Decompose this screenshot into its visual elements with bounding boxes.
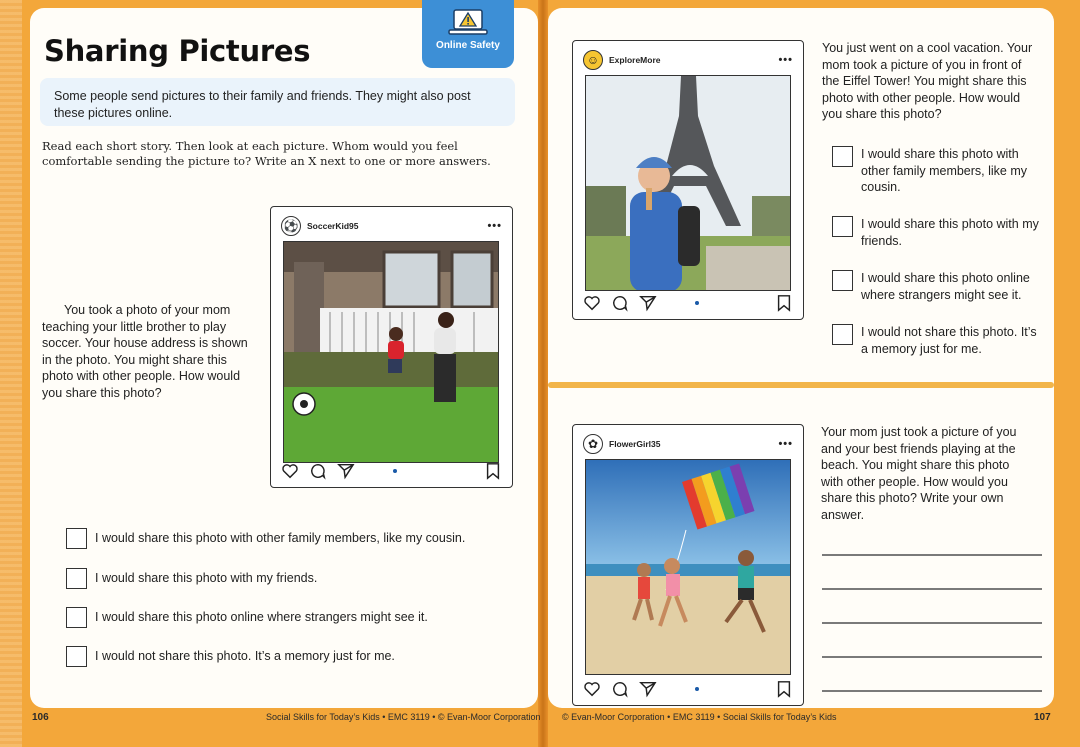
- post-soccer: [270, 206, 513, 488]
- option-label: I would not share this photo. It’s a memory just for me.: [95, 649, 395, 663]
- checkbox[interactable]: [66, 528, 87, 549]
- section-divider: [548, 382, 1054, 388]
- post-header: [281, 215, 502, 237]
- photo-eiffel: [585, 75, 791, 291]
- instructions: Read each short story. Then look at each picture. Whom would you feel comfortable sending the picture to? Write an X next to one or more answers.: [42, 139, 491, 168]
- heart-icon[interactable]: [583, 680, 601, 698]
- smiley-avatar-icon: ☺: [583, 50, 603, 70]
- option-right-2: [832, 216, 1042, 249]
- answer-line-3[interactable]: [822, 622, 1042, 624]
- photo-soccer: [283, 241, 499, 463]
- intro-box: [40, 78, 515, 126]
- post-header: [583, 49, 793, 71]
- post-eiffel: [572, 40, 804, 320]
- post-actions: [583, 679, 793, 699]
- bookmark-icon[interactable]: [775, 680, 793, 698]
- post-username: ExploreMore: [609, 55, 661, 65]
- online-safety-badge: [422, 0, 514, 68]
- carousel-dot: [393, 469, 397, 473]
- option-label: I would share this photo with my friends.: [861, 217, 1039, 248]
- answer-line-2[interactable]: [822, 588, 1042, 590]
- checkbox[interactable]: [66, 646, 87, 667]
- option-right-1: [832, 146, 1042, 196]
- option-right-4: [832, 324, 1042, 357]
- footer-right: © Evan-Moor Corporation • EMC 3119 • Social Skills for Today’s Kids: [562, 712, 837, 722]
- option-right-3: [832, 270, 1042, 303]
- warning-laptop-icon: [447, 8, 489, 38]
- share-icon[interactable]: [639, 294, 657, 312]
- bookmark-icon[interactable]: [775, 294, 793, 312]
- page-binding: [0, 0, 22, 747]
- comment-icon[interactable]: [309, 462, 327, 480]
- option-left-2: [66, 570, 526, 589]
- post-header: [583, 433, 793, 455]
- page-number-left: 106: [32, 712, 49, 723]
- carousel-dot: [695, 301, 699, 305]
- soccer-ball-avatar-icon: ⚽: [281, 216, 301, 236]
- comment-icon[interactable]: [611, 680, 629, 698]
- intro-text: Some people send pictures to their family and friends. They might also post these pictures online.: [54, 89, 471, 120]
- post-username: SoccerKid95: [307, 221, 359, 231]
- right-page: [548, 8, 1054, 708]
- checkbox[interactable]: [66, 568, 87, 589]
- option-label: I would not share this photo. It’s a memory just for me.: [861, 325, 1037, 356]
- post-menu-icon[interactable]: •••: [778, 54, 793, 66]
- post-actions: [281, 461, 502, 481]
- carousel-dot: [695, 687, 699, 691]
- answer-line-4[interactable]: [822, 656, 1042, 658]
- answer-line-5[interactable]: [822, 690, 1042, 692]
- badge-label: Online Safety: [436, 40, 500, 51]
- eiffel-photo-illustration: [586, 76, 791, 291]
- story-beach: Your mom just took a picture of you and your best friends playing at the beach. You might share this photo with other people. How would you share this photo? Write your own answer.: [821, 425, 1017, 522]
- post-menu-icon[interactable]: •••: [778, 438, 793, 450]
- left-page: [30, 8, 538, 708]
- option-label: I would share this photo online where strangers might see it.: [95, 610, 428, 624]
- book-spine: [538, 0, 548, 747]
- option-left-4: [66, 648, 526, 667]
- checkbox[interactable]: [832, 216, 853, 237]
- option-label: I would share this photo with my friends.: [95, 571, 318, 585]
- answer-line-1[interactable]: [822, 554, 1042, 556]
- option-left-1: [66, 530, 526, 549]
- option-label: I would share this photo online where strangers might see it.: [861, 271, 1030, 302]
- page-number-right: 107: [1034, 712, 1051, 723]
- flower-avatar-icon: ✿: [583, 434, 603, 454]
- checkbox[interactable]: [832, 270, 853, 291]
- footer-left: Social Skills for Today’s Kids • EMC 3119 • © Evan-Moor Corporation: [266, 712, 541, 722]
- story-soccer: You took a photo of your mom teaching your little brother to play soccer. Your house address is shown in the photo. You might share this photo with other people. How would you share this photo?: [42, 303, 248, 400]
- heart-icon[interactable]: [583, 294, 601, 312]
- post-username: FlowerGirl35: [609, 439, 661, 449]
- post-menu-icon[interactable]: •••: [487, 220, 502, 232]
- story-eiffel: You just went on a cool vacation. Your mom took a picture of you in front of the Eiffel Tower! You might share this photo with other people. How would you share this photo?: [822, 41, 1033, 121]
- option-label: I would share this photo with other family members, like my cousin.: [95, 531, 466, 545]
- post-actions: [583, 293, 793, 313]
- checkbox[interactable]: [832, 146, 853, 167]
- checkbox[interactable]: [66, 607, 87, 628]
- option-label: I would share this photo with other family members, like my cousin.: [861, 147, 1028, 194]
- post-beach: [572, 424, 804, 706]
- checkbox[interactable]: [832, 324, 853, 345]
- soccer-photo-illustration: [284, 242, 499, 463]
- heart-icon[interactable]: [281, 462, 299, 480]
- bookmark-icon[interactable]: [484, 462, 502, 480]
- option-left-3: [66, 609, 526, 628]
- share-icon[interactable]: [639, 680, 657, 698]
- photo-beach: [585, 459, 791, 675]
- share-icon[interactable]: [337, 462, 355, 480]
- page-title: Sharing Pictures: [44, 34, 311, 68]
- beach-photo-illustration: [586, 460, 791, 675]
- comment-icon[interactable]: [611, 294, 629, 312]
